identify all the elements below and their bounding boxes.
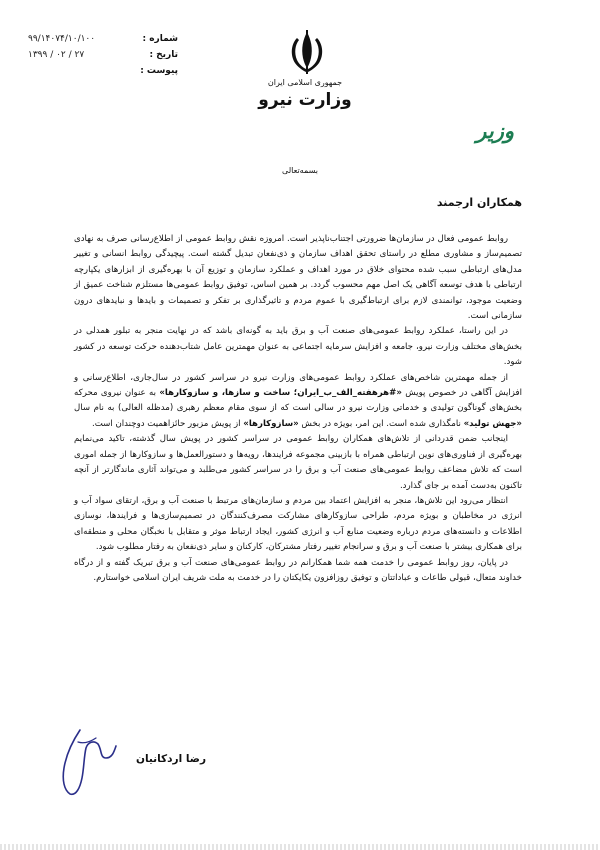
mechanisms-term: «سازوکارها»: [243, 418, 299, 429]
paragraph-text: از پویش مزبور حائزاهمیت دوچندان است.: [91, 418, 244, 429]
paragraph: [74, 371, 522, 433]
ministry-name: وزارت نیرو: [258, 90, 352, 110]
bismillah-heading: بسمه‌تعالی: [282, 166, 318, 175]
paragraph-text: به عنوان نیروی محرکه بخش‌های گوناگون تولیدی و خدماتی وزارت نیرو در سالی است که از سوی مقام معظم رهبری (مدظله العالی) به نام سال: [74, 388, 522, 414]
number-row: [28, 34, 178, 50]
paragraph: روابط عمومی فعال در سازمان‌ها ضرورتی اجتناب‌ناپذیر است. امروزه نقش روابط عمومی از اطلاع‌رسانی صرف به نهادی تصمیم‌ساز و مشاوری مطلع در راستای تحقق اهداف سازمان و ذی‌نفعان تبدیل گشته است. پیچیدگی روابط انسانی و تغییر مدل‌های ارتباطی سبب شده محتوای خلاق در مورد اهداف و عملکرد سازمان و توزیع آن با بهره‌گیری از ابزارهای یکپارچه ارتباطی با هدف توسعه آگاهی یک اصل مهم محسوب گردد. بر همین اساس، توفیق روابط عمومی‌ها مستلزم شناخت عمیق از وضعیت موجود، توانمندی لازم برای ارتباط‌گیری با عموم مردم و تاثیرگذاری بر تفکر و تصمیمات و بایدها و نبایدهای درون سازمانی است.: [74, 234, 522, 322]
paragraph: اینجانب ضمن قدردانی از تلاش‌های همکاران روابط عمومی در سراسر کشور در پویش سال گذشته، تاکید می‌نمایم بهره‌گیری از فناوری‌های نوین ارتباطی همراه با بازبینی مجموعه فرایندها، رویه‌ها و دستورالعمل‌ها و سازوکارها از جمله اموری است که تلاش مضاعف روابط عمومی‌های صنعت آب و برق را در سراسر کشور می‌طلبد و می‌تواند آثاری ماندگارتر از آنچه تاکنون به‌دست آمده بر جای گذارد.: [74, 434, 522, 491]
campaign-hashtag: «#هرهفته_الف_ب_ایران؛ ساخت و سازها، و سازوکارها»: [159, 388, 402, 399]
salutation: همکاران ارجمند: [436, 196, 522, 209]
republic-caption: جمهوری اسلامی ایران: [267, 78, 343, 87]
paragraph: در پایان، روز روابط عمومی را خدمت همه شما همکارانم در روابط عمومی‌های صنعت آب و برق تبریک گفته و از درگاه خداوند متعال، قبولی طاعات و عباداتتان و توفیق روزافزون یکایکتان را در خدمت به ملت شریف ایران اسلامی خواستارم.: [74, 557, 522, 583]
paragraph-text: از جمله مهمترین شاخص‌های عملکرد روابط عمومی‌های وزارت نیرو در سراسر کشور در سال‌جاری، اطلاع‌رسانی و افزایش آگاهی در خصوص پویش: [74, 372, 522, 399]
number-value: ۹۹/۱۴۰۷۴/۱۰/۱۰۰: [28, 34, 96, 44]
date-value: ۱۳۹۹ / ۰۲ / ۲۷: [28, 50, 85, 60]
attachment-label: پیوست :: [140, 66, 178, 76]
minister-title: وزیر: [476, 118, 514, 143]
letter-meta: [28, 34, 178, 82]
year-slogan: «جهش تولید»: [463, 418, 522, 429]
paragraph-text: نامگذاری شده است. این امر، بویژه در بخش: [298, 418, 464, 429]
paragraph: انتظار می‌رود این تلاش‌ها، منجر به افزایش اعتماد بین مردم و سازمان‌های مرتبط با صنعت آب و برق، ارتقای سواد آب و انرژی در مخاطبان و بویژه مردم، طراحی سازوکارهای مشارکت مصرف‌کنندگان در تصمیم‌سازی‌ها و فرایندها، نوسازی اطلاعات و دانسته‌های مردم درباره وضعیت منابع آب و انرژی کشور، ایجاد ارتباط موثر و متقابل با نخبگان محلی و منطقه‌ای برای همکاری بیشتر با صنعت آب و برق و سرانجام تغییر رفتار مشترکان، کارکنان و سایر ذی‌نفعان به رفتار مطلوب شود.: [74, 495, 522, 553]
number-label: شماره :: [142, 34, 178, 44]
paragraph: در این راستا، عملکرد روابط عمومی‌های صنعت آب و برق باید به گونه‌ای باشد که در نهایت منجر به تبلور همدلی در بخش‌های مختلف وزارت نیرو، جامعه و افزایش سرمایه اجتماعی به عنوان مهمترین عامل شتاب‌دهنده حرکت توسعه در کشور شود.: [74, 326, 522, 368]
iran-emblem-icon: [285, 28, 329, 76]
signer-name: رضا اردکانیان: [135, 753, 206, 765]
attachment-row: [28, 66, 178, 82]
date-row: [28, 50, 178, 66]
date-label: تاریخ :: [149, 50, 178, 60]
letter-body: [74, 232, 522, 586]
